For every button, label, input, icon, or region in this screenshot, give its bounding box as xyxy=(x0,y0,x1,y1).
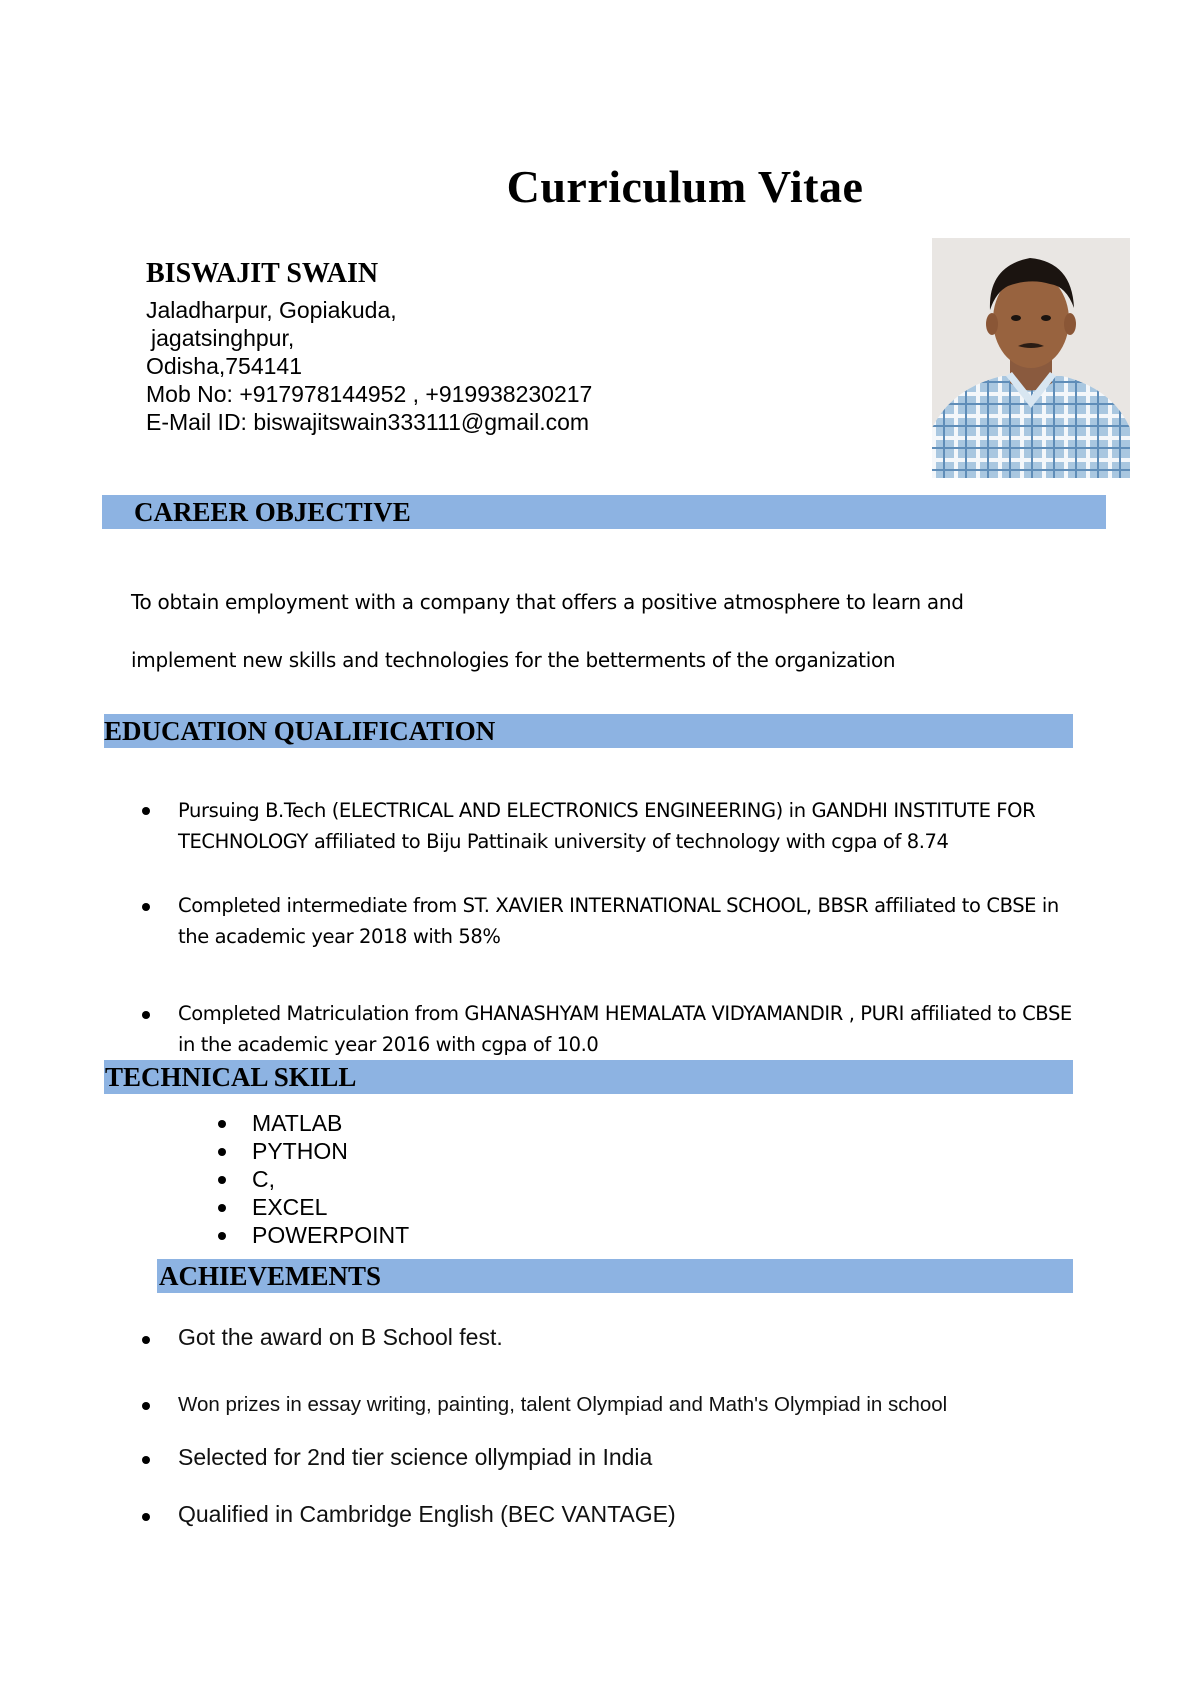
bullet-icon xyxy=(142,1402,150,1410)
skill-item-python: PYTHON xyxy=(252,1138,348,1164)
achievement-item-olympiad: Selected for 2nd tier science ollympiad in India xyxy=(178,1444,653,1470)
skill-item-matlab: MATLAB xyxy=(252,1110,343,1136)
skill-item-excel: EXCEL xyxy=(252,1194,328,1220)
address-line-1: Jaladharpur, Gopiakuda, xyxy=(146,297,397,323)
bullet-icon xyxy=(218,1204,226,1212)
education-item-matriculation: Completed Matriculation from GHANASHYAM HEMALATA VIDYAMANDIR , PURI affiliated to CBSE in the academic year 2016 with cgpa of 10.0 xyxy=(178,1002,1072,1056)
objective-line-1: To obtain employment with a company that offers a positive atmosphere to learn and xyxy=(131,590,964,614)
education-heading: EDUCATION QUALIFICATION xyxy=(104,716,496,746)
address-line-3: Odisha,754141 xyxy=(146,353,303,379)
mobile-number: Mob No: +917978144952 , +919938230217 xyxy=(146,381,593,407)
education-item-btech: Pursuing B.Tech (ELECTRICAL AND ELECTRONICS ENGINEERING) in GANDHI INSTITUTE FOR TECHNOLOGY affiliated to Biju Pattinaik university of technology with cgpa of 8.74 xyxy=(178,799,1036,853)
bullet-icon xyxy=(218,1232,226,1240)
bullet-icon xyxy=(142,1456,150,1464)
skill-item-powerpoint: POWERPOINT xyxy=(252,1222,410,1248)
education-item-intermediate: Completed intermediate from ST. XAVIER INTERNATIONAL SCHOOL, BBSR affiliated to CBSE in the academic year 2018 with 58% xyxy=(178,894,1059,948)
bullet-icon xyxy=(218,1176,226,1184)
bullet-icon xyxy=(142,807,150,815)
achievement-item-award: Got the award on B School fest. xyxy=(178,1324,503,1350)
career-objective-heading: CAREER OBJECTIVE xyxy=(134,497,411,527)
bullet-icon xyxy=(142,1336,150,1344)
bullet-icon xyxy=(218,1120,226,1128)
achievement-item-bec: Qualified in Cambridge English (BEC VANTAGE) xyxy=(178,1501,676,1527)
profile-photo xyxy=(932,238,1130,478)
achievement-item-prizes: Won prizes in essay writing, painting, talent Olympiad and Math's Olympiad in school xyxy=(178,1393,948,1416)
achievements-heading: ACHIEVEMENTS xyxy=(159,1261,382,1291)
bullet-icon xyxy=(142,1513,150,1521)
technical-skill-heading: TECHNICAL SKILL xyxy=(105,1062,357,1092)
bullet-icon xyxy=(142,1011,150,1019)
bullet-icon xyxy=(142,903,150,911)
skill-item-c: C, xyxy=(252,1166,275,1192)
document-title: Curriculum Vitae xyxy=(506,161,864,212)
address-line-2: jagatsinghpur, xyxy=(151,325,295,351)
email-address: E-Mail ID: biswajitswain333111@gmail.com xyxy=(146,409,590,435)
candidate-name: BISWAJIT SWAIN xyxy=(146,258,379,289)
objective-line-2: implement new skills and technologies for the betterments of the organization xyxy=(131,648,896,672)
bullet-icon xyxy=(218,1148,226,1156)
